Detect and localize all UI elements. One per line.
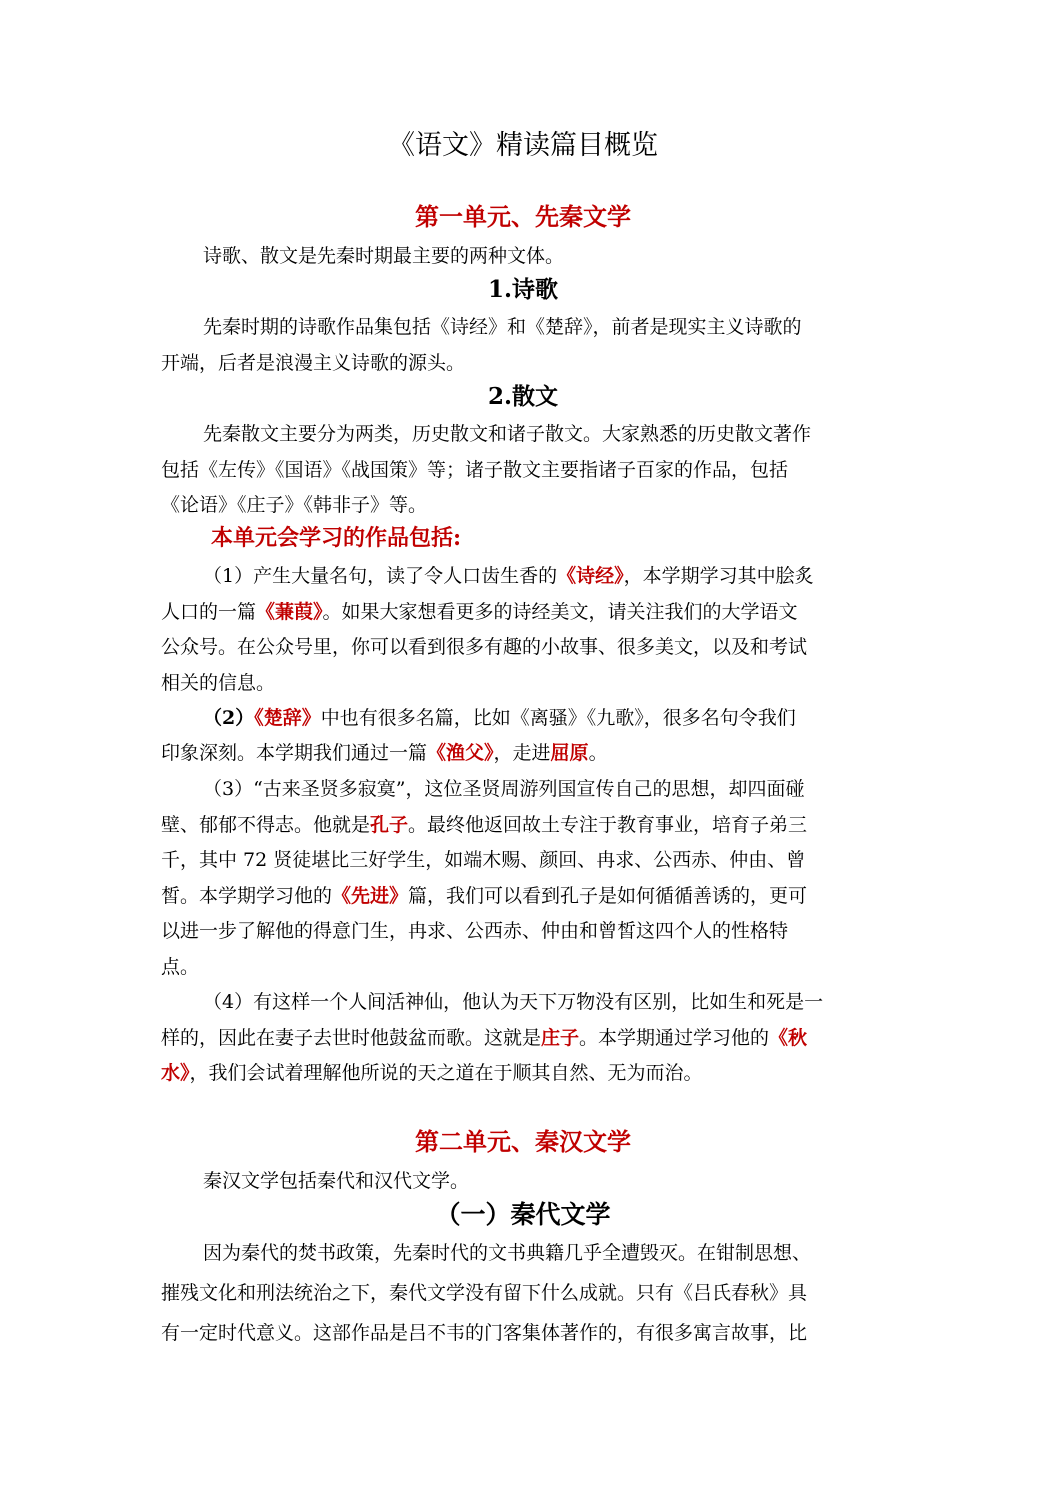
work-title-chuci: 《楚辞》 (254, 707, 321, 729)
prose-heading: 2.散文 (487, 383, 558, 410)
item4-line-1: （4）有这样一个人间活神仙，他认为天下万物没有区别，比如生和死是一 (203, 991, 824, 1013)
item3-line-1: （3）“古来圣贤多寂寞”，这位圣贤周游列国宣传自己的思想，却四面碰 (203, 778, 805, 800)
work-title-yufu: 《渔父》 (427, 742, 494, 764)
qin-heading: （一）秦代文学 (435, 1200, 611, 1229)
work-title-qiushui-part1: 《秋 (769, 1027, 808, 1049)
poetry-heading: 1.诗歌 (487, 276, 558, 303)
works-heading: 本单元会学习的作品包括: (211, 525, 462, 551)
text: 。 (588, 742, 608, 764)
unit2-heading: 第二单元、秦汉文学 (415, 1127, 631, 1156)
item3-line-5: 以进一步了解他的得意门生，冉求、公西赤、仲由和曾皙这四个人的性格特 (161, 920, 789, 942)
text: 壁、郁郁不得志。他就是 (161, 814, 371, 836)
poetry-line-2: 开端，后者是浪漫主义诗歌的源头。 (161, 352, 466, 374)
item2-line-1 (203, 705, 796, 731)
text: ，我们会试着理解他所说的天之道在于顺其自然、无为而治。 (189, 1062, 703, 1084)
text: 皙。本学期学习他的 (161, 885, 333, 907)
qin-line-1: 因为秦代的焚书政策，先秦时代的文书典籍几乎全遭毁灭。在钳制思想、 (203, 1242, 812, 1264)
item4-line-3 (161, 1060, 703, 1086)
item1-line-2 (161, 599, 798, 625)
text: 印象深刻。本学期我们通过一篇 (161, 742, 428, 764)
person-zhuangzi: 庄子 (541, 1027, 580, 1049)
item3-line-2 (161, 812, 807, 838)
item1-line-1 (203, 563, 814, 589)
work-title-jianjia: 《蒹葭》 (256, 601, 323, 623)
prose-line-1: 先秦散文主要分为两类，历史散文和诸子散文。大家熟悉的历史散文著作 (203, 423, 812, 445)
unit1-intro: 诗歌、散文是先秦时期最主要的两种文体。 (203, 245, 565, 267)
text: 中也有很多名篇，比如《离骚》《九歌》，很多名句令我们 (320, 707, 796, 729)
work-title-shijing: 《诗经》 (557, 565, 624, 587)
item-number: （2） (203, 707, 255, 729)
work-title-qiushui-part2: 水》 (161, 1062, 190, 1084)
document-title: 《语文》精读篇目概览 (388, 130, 658, 161)
item1-line-3: 公众号。在公众号里，你可以看到很多有趣的小故事、很多美文，以及和考试 (161, 636, 808, 658)
text: 篇，我们可以看到孔子是如何循循善诱的，更可 (408, 885, 808, 907)
poetry-line-1: 先秦时期的诗歌作品集包括《诗经》和《楚辞》，前者是现实主义诗歌的 (203, 316, 802, 338)
text: ，本学期学习其中脍炙 (623, 565, 814, 587)
item1-line-4: 相关的信息。 (161, 672, 276, 694)
person-kongzi: 孔子 (370, 814, 409, 836)
person-quyuan: 屈原 (550, 742, 589, 764)
text: 人口的一篇 (161, 601, 257, 623)
item3-line-3: 千，其中 72 贤徒堪比三好学生，如端木赐、颜回、冉求、公西赤、仲由、曾 (161, 849, 806, 871)
work-title-xianjin: 《先进》 (332, 885, 409, 907)
item4-line-2 (161, 1025, 807, 1051)
prose-line-3: 《论语》《庄子》《韩非子》等。 (161, 494, 428, 516)
qin-line-3: 有一定时代意义。这部作品是吕不韦的门客集体著作的，有很多寓言故事，比 (161, 1322, 808, 1344)
text: 。本学期通过学习他的 (579, 1027, 770, 1049)
text: 。最终他返回故土专注于教育事业，培育子弟三 (408, 814, 808, 836)
text: （1）产生大量名句，读了令人口齿生香的 (203, 565, 558, 587)
prose-line-2: 包括《左传》《国语》《战国策》等；诸子散文主要指诸子百家的作品，包括 (161, 459, 789, 481)
item2-line-2 (161, 740, 608, 766)
item3-line-6: 点。 (161, 956, 200, 978)
text: 。如果大家想看更多的诗经美文，请关注我们的大学语文 (322, 601, 798, 623)
qin-line-2: 摧残文化和刑法统治之下，秦代文学没有留下什么成就。只有《吕氏春秋》具 (161, 1282, 808, 1304)
text: 样的，因此在妻子去世时他鼓盆而歌。这就是 (161, 1027, 542, 1049)
item3-line-4 (161, 883, 807, 909)
text: ，走进 (493, 742, 551, 764)
unit1-heading: 第一单元、先秦文学 (415, 202, 631, 231)
unit2-intro: 秦汉文学包括秦代和汉代文学。 (203, 1170, 470, 1192)
